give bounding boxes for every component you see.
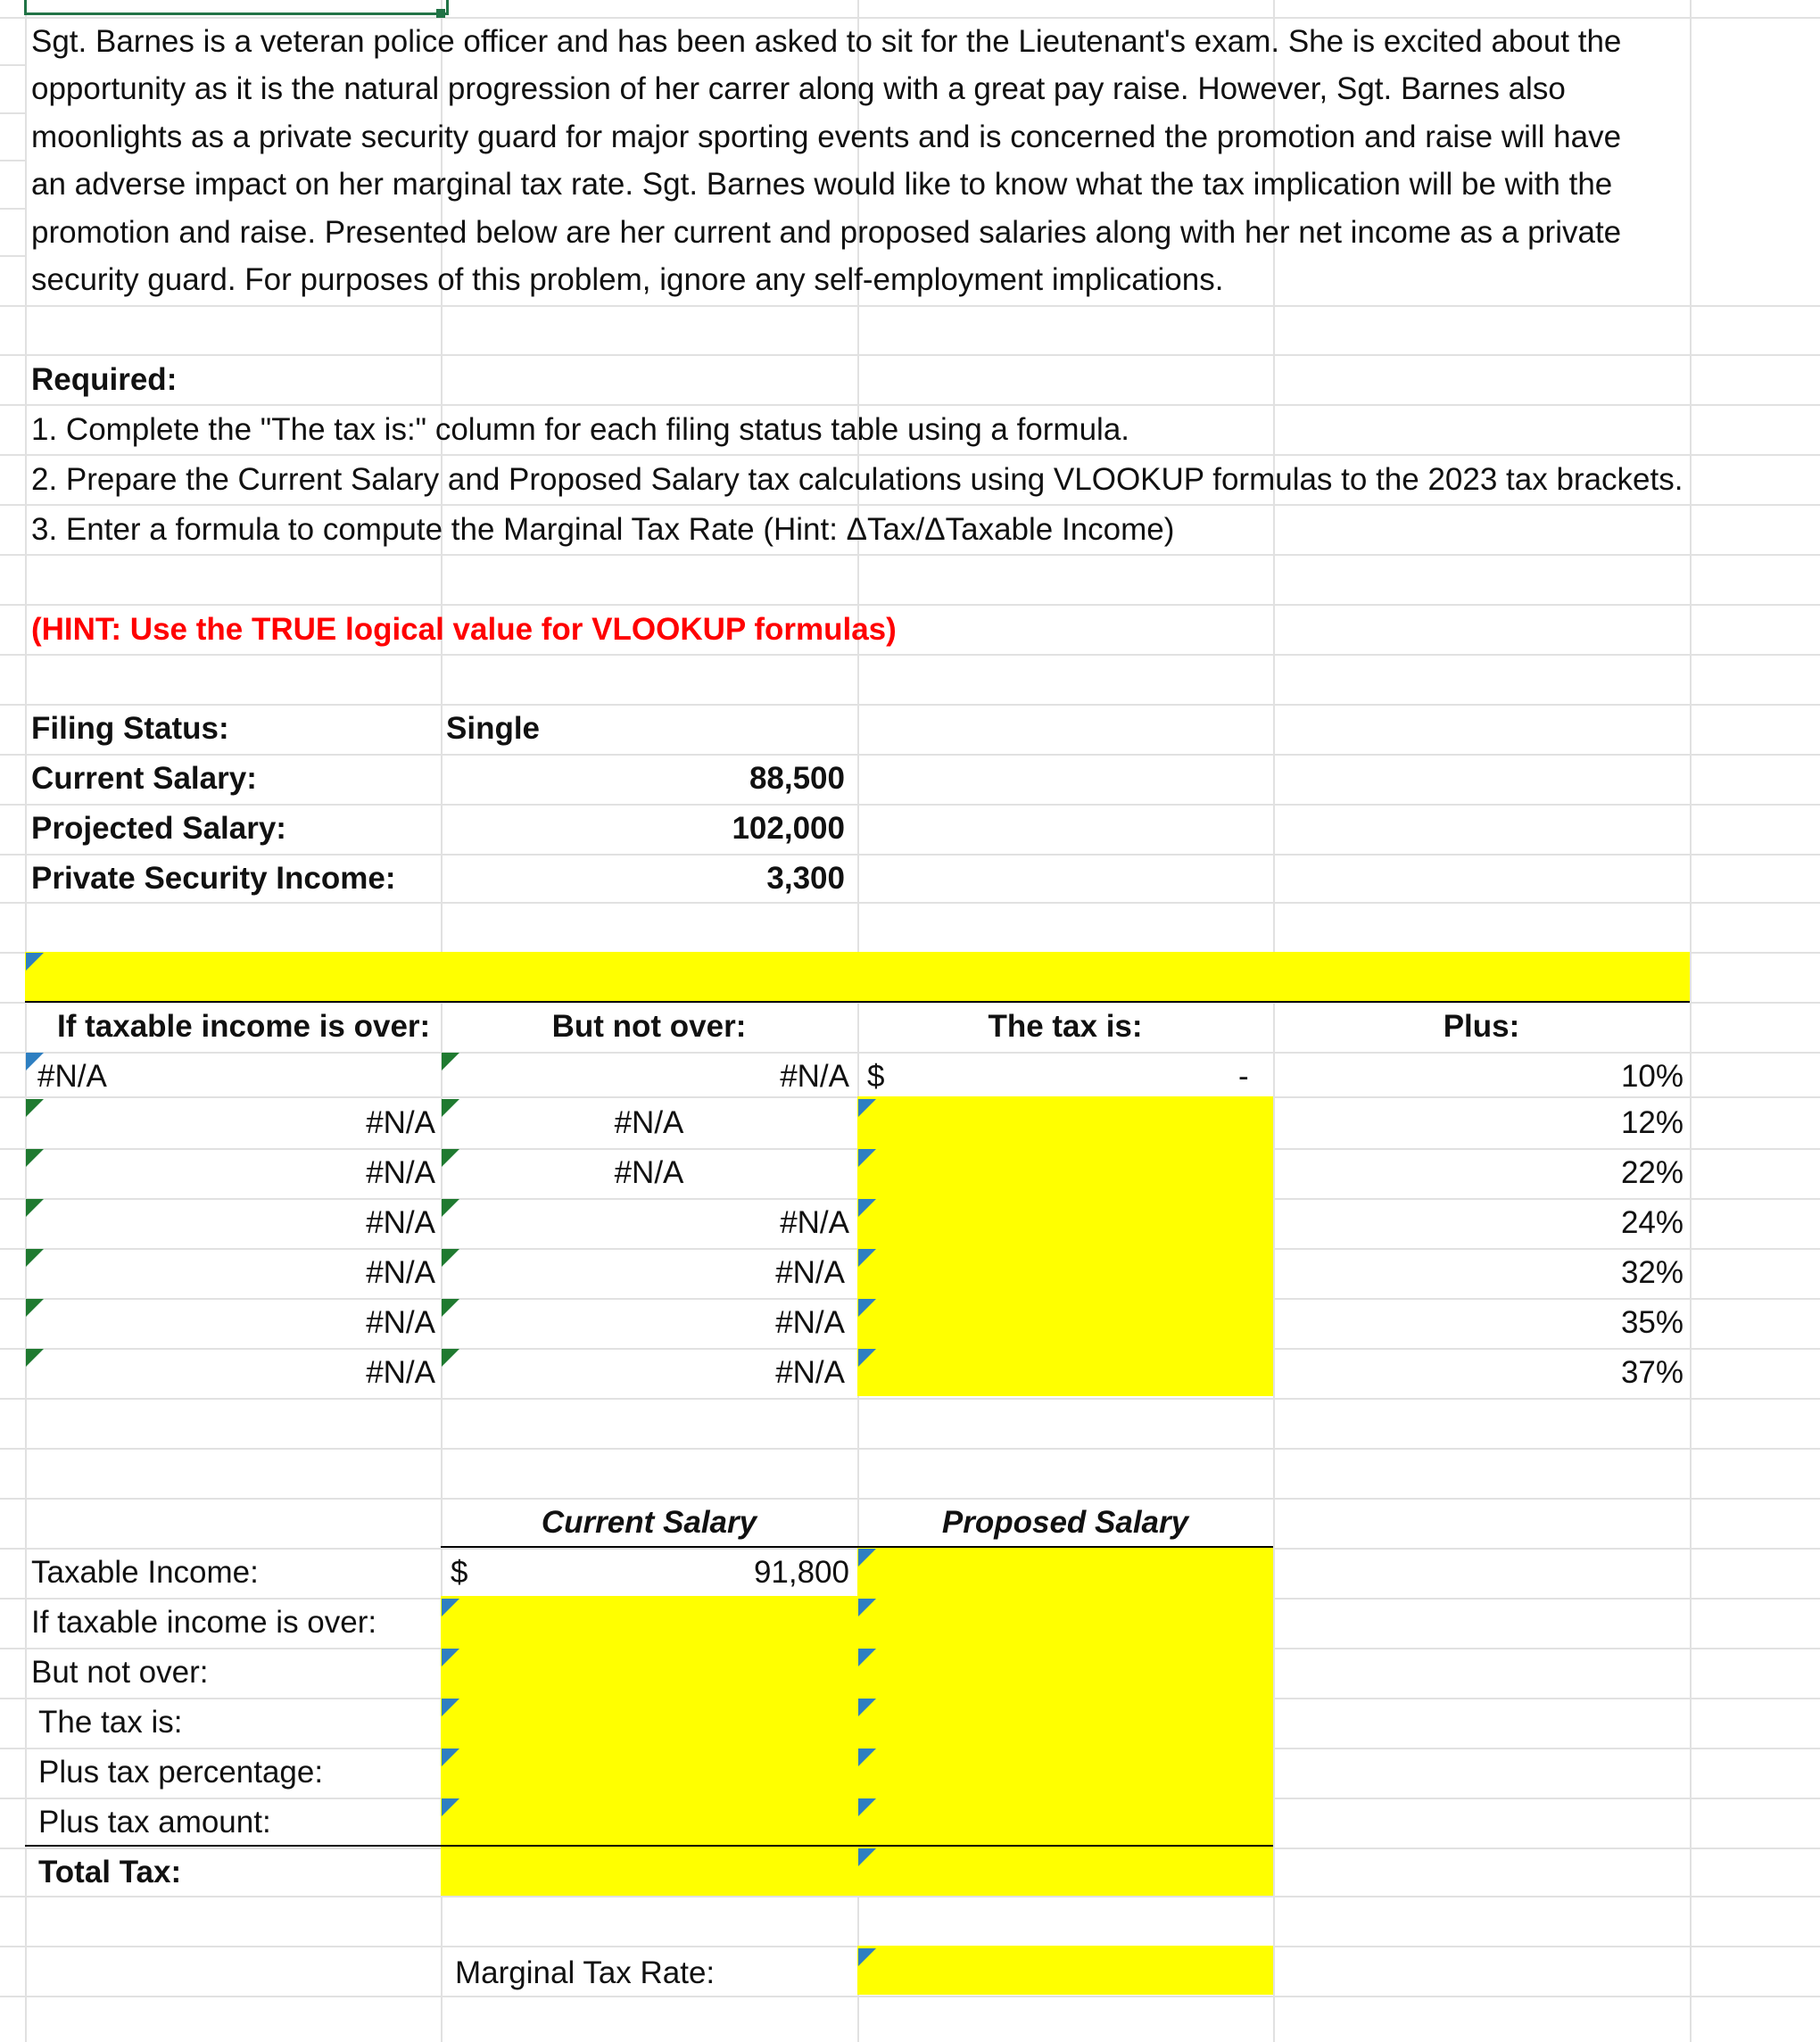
bracket-not-over-cell[interactable]: #N/A: [775, 1355, 845, 1390]
comment-indicator: [442, 1599, 459, 1616]
bracket-rate-cell[interactable]: 10%: [1620, 1059, 1684, 1094]
comment-indicator: [858, 1199, 876, 1217]
comment-indicator: [858, 1798, 876, 1816]
projected-salary-value[interactable]: 102,000: [732, 811, 845, 846]
error-indicator: [26, 1099, 44, 1117]
required-item-1: 1. Complete the "The tax is:" column for each filing status table using a formula.: [31, 412, 1130, 447]
bracket-rate-cell[interactable]: 35%: [1620, 1305, 1684, 1340]
calc-tax-is-label: The tax is:: [38, 1705, 183, 1740]
comment-indicator: [442, 1749, 459, 1766]
status-title-cell[interactable]: [25, 952, 1690, 1002]
grid-row-line: [0, 704, 1820, 706]
grid-row-line: [0, 64, 25, 66]
marginal-tax-rate-label: Marginal Tax Rate:: [455, 1955, 716, 1990]
filing-status-label: Filing Status:: [31, 711, 229, 746]
error-indicator: [26, 1199, 44, 1217]
bracket-rate-cell[interactable]: 22%: [1620, 1155, 1684, 1190]
active-cell-selection[interactable]: [24, 0, 449, 15]
current-salary-label: Current Salary:: [31, 761, 257, 796]
security-income-label: Private Security Income:: [31, 861, 396, 896]
current-salary-header: Current Salary: [541, 1505, 757, 1540]
error-indicator: [26, 1249, 44, 1267]
header-over: If taxable income is over:: [57, 1009, 431, 1044]
calc-over-label: If taxable income is over:: [31, 1605, 377, 1640]
filing-status-value[interactable]: Single: [446, 711, 541, 746]
comment-indicator: [858, 1649, 876, 1666]
grid-row-line: [0, 208, 25, 210]
comment-indicator: [26, 1053, 44, 1071]
header-not-over: But not over:: [551, 1009, 747, 1044]
comment-indicator: [858, 1699, 876, 1716]
bracket-over-cell[interactable]: #N/A: [366, 1105, 435, 1140]
proposed-salary-header: Proposed Salary: [941, 1505, 1189, 1540]
intro-line: Sgt. Barnes is a veteran police officer and has been asked to sit for the Lieutenant's exam. She is excited about the: [31, 24, 1622, 59]
bracket-not-over-cell[interactable]: #N/A: [614, 1155, 684, 1190]
current-salary-input-range[interactable]: [441, 1596, 857, 1896]
bracket-tax-is-cell[interactable]: -: [1238, 1059, 1249, 1094]
comment-indicator: [858, 1349, 876, 1367]
currency-symbol: $: [867, 1059, 885, 1094]
bracket-rate-cell[interactable]: 12%: [1620, 1105, 1684, 1140]
intro-line: moonlights as a private security guard for major sporting events and is concerned the promotion and raise will have: [31, 119, 1622, 154]
bracket-over-cell[interactable]: #N/A: [366, 1255, 435, 1290]
error-indicator: [442, 1299, 459, 1317]
header-plus: Plus:: [1443, 1009, 1520, 1044]
intro-line: an adverse impact on her marginal tax rate. Sgt. Barnes would like to know what the tax implication will be with the: [31, 167, 1613, 203]
grid-row-line: [0, 1398, 1820, 1400]
comment-indicator: [442, 1649, 459, 1666]
bracket-not-over-cell[interactable]: #N/A: [775, 1255, 845, 1290]
error-indicator: [442, 1249, 459, 1267]
calc-not-over-label: But not over:: [31, 1655, 209, 1690]
current-taxable-income-value[interactable]: 91,800: [753, 1555, 849, 1590]
tax-is-input-range[interactable]: [857, 1096, 1273, 1396]
projected-salary-label: Projected Salary:: [31, 811, 286, 846]
grid-row-line: [0, 1996, 1820, 1997]
grid-row-line: [0, 305, 1820, 307]
grid-row-line: [0, 255, 25, 257]
grid-row-line: [0, 160, 25, 161]
comment-indicator: [858, 1948, 876, 1966]
error-indicator: [26, 1299, 44, 1317]
bracket-over-cell[interactable]: #N/A: [366, 1155, 435, 1190]
comment-indicator: [858, 1299, 876, 1317]
taxable-income-label: Taxable Income:: [31, 1555, 259, 1590]
bracket-over-cell[interactable]: #N/A: [37, 1059, 107, 1094]
comment-indicator: [442, 1798, 459, 1816]
security-income-value[interactable]: 3,300: [766, 861, 845, 896]
bracket-not-over-cell[interactable]: #N/A: [780, 1205, 849, 1240]
comment-indicator: [858, 1599, 876, 1616]
error-indicator: [442, 1053, 459, 1071]
intro-line: opportunity as it is the natural progression of her carrer along with a great pay raise. However, Sgt. Barnes also: [31, 71, 1566, 107]
intro-line: promotion and raise. Presented below are her current and proposed salaries along with her net income as a private: [31, 214, 1622, 250]
comment-indicator: [858, 1149, 876, 1167]
current-salary-value[interactable]: 88,500: [749, 761, 845, 796]
required-item-2: 2. Prepare the Current Salary and Proposed Salary tax calculations using VLOOKUP formulas to the 2023 tax brackets.: [31, 462, 1684, 497]
grid-row-line: [0, 112, 25, 114]
bracket-not-over-cell[interactable]: #N/A: [780, 1059, 849, 1094]
problem-description: [31, 18, 1621, 303]
grid-row-line: [0, 1896, 1820, 1897]
grid-row-line: [0, 354, 1820, 356]
header-tax-is: The tax is:: [988, 1009, 1143, 1044]
required-heading: Required:: [31, 362, 178, 397]
grid-row-line: [0, 1448, 1820, 1450]
bracket-not-over-cell[interactable]: #N/A: [614, 1105, 684, 1140]
bracket-over-cell[interactable]: #N/A: [366, 1355, 435, 1390]
marginal-tax-rate-cell[interactable]: [857, 1946, 1273, 1995]
comment-indicator: [858, 1249, 876, 1267]
bracket-rate-cell[interactable]: 32%: [1620, 1255, 1684, 1290]
comment-indicator: [858, 1749, 876, 1766]
error-indicator: [442, 1099, 459, 1117]
bracket-not-over-cell[interactable]: #N/A: [775, 1305, 845, 1340]
error-indicator: [442, 1349, 459, 1367]
bracket-over-cell[interactable]: #N/A: [366, 1205, 435, 1240]
error-indicator: [26, 1349, 44, 1367]
bracket-over-cell[interactable]: #N/A: [366, 1305, 435, 1340]
error-indicator: [442, 1199, 459, 1217]
plus-tax-percentage-label: Plus tax percentage:: [38, 1755, 324, 1790]
grid-row-line: [0, 754, 1820, 756]
error-indicator: [26, 1149, 44, 1167]
proposed-salary-input-range[interactable]: [857, 1548, 1273, 1896]
currency-symbol: $: [451, 1555, 468, 1590]
plus-tax-amount-label: Plus tax amount:: [38, 1805, 271, 1839]
fill-handle[interactable]: [436, 9, 445, 18]
vlookup-hint: (HINT: Use the TRUE logical value for VLOOKUP formulas): [31, 612, 897, 647]
comment-indicator: [858, 1848, 876, 1866]
bracket-rate-cell[interactable]: 24%: [1620, 1205, 1684, 1240]
comment-indicator: [858, 1549, 876, 1567]
error-indicator: [442, 1149, 459, 1167]
intro-line: security guard. For purposes of this problem, ignore any self-employment implications.: [31, 262, 1224, 298]
comment-indicator: [442, 1699, 459, 1716]
total-tax-label: Total Tax:: [38, 1855, 182, 1889]
bracket-rate-cell[interactable]: 37%: [1620, 1355, 1684, 1390]
comment-indicator: [26, 953, 44, 971]
required-item-3: 3. Enter a formula to compute the Marginal Tax Rate (Hint: ΔTax/ΔTaxable Income): [31, 512, 1175, 547]
comment-indicator: [858, 1099, 876, 1117]
